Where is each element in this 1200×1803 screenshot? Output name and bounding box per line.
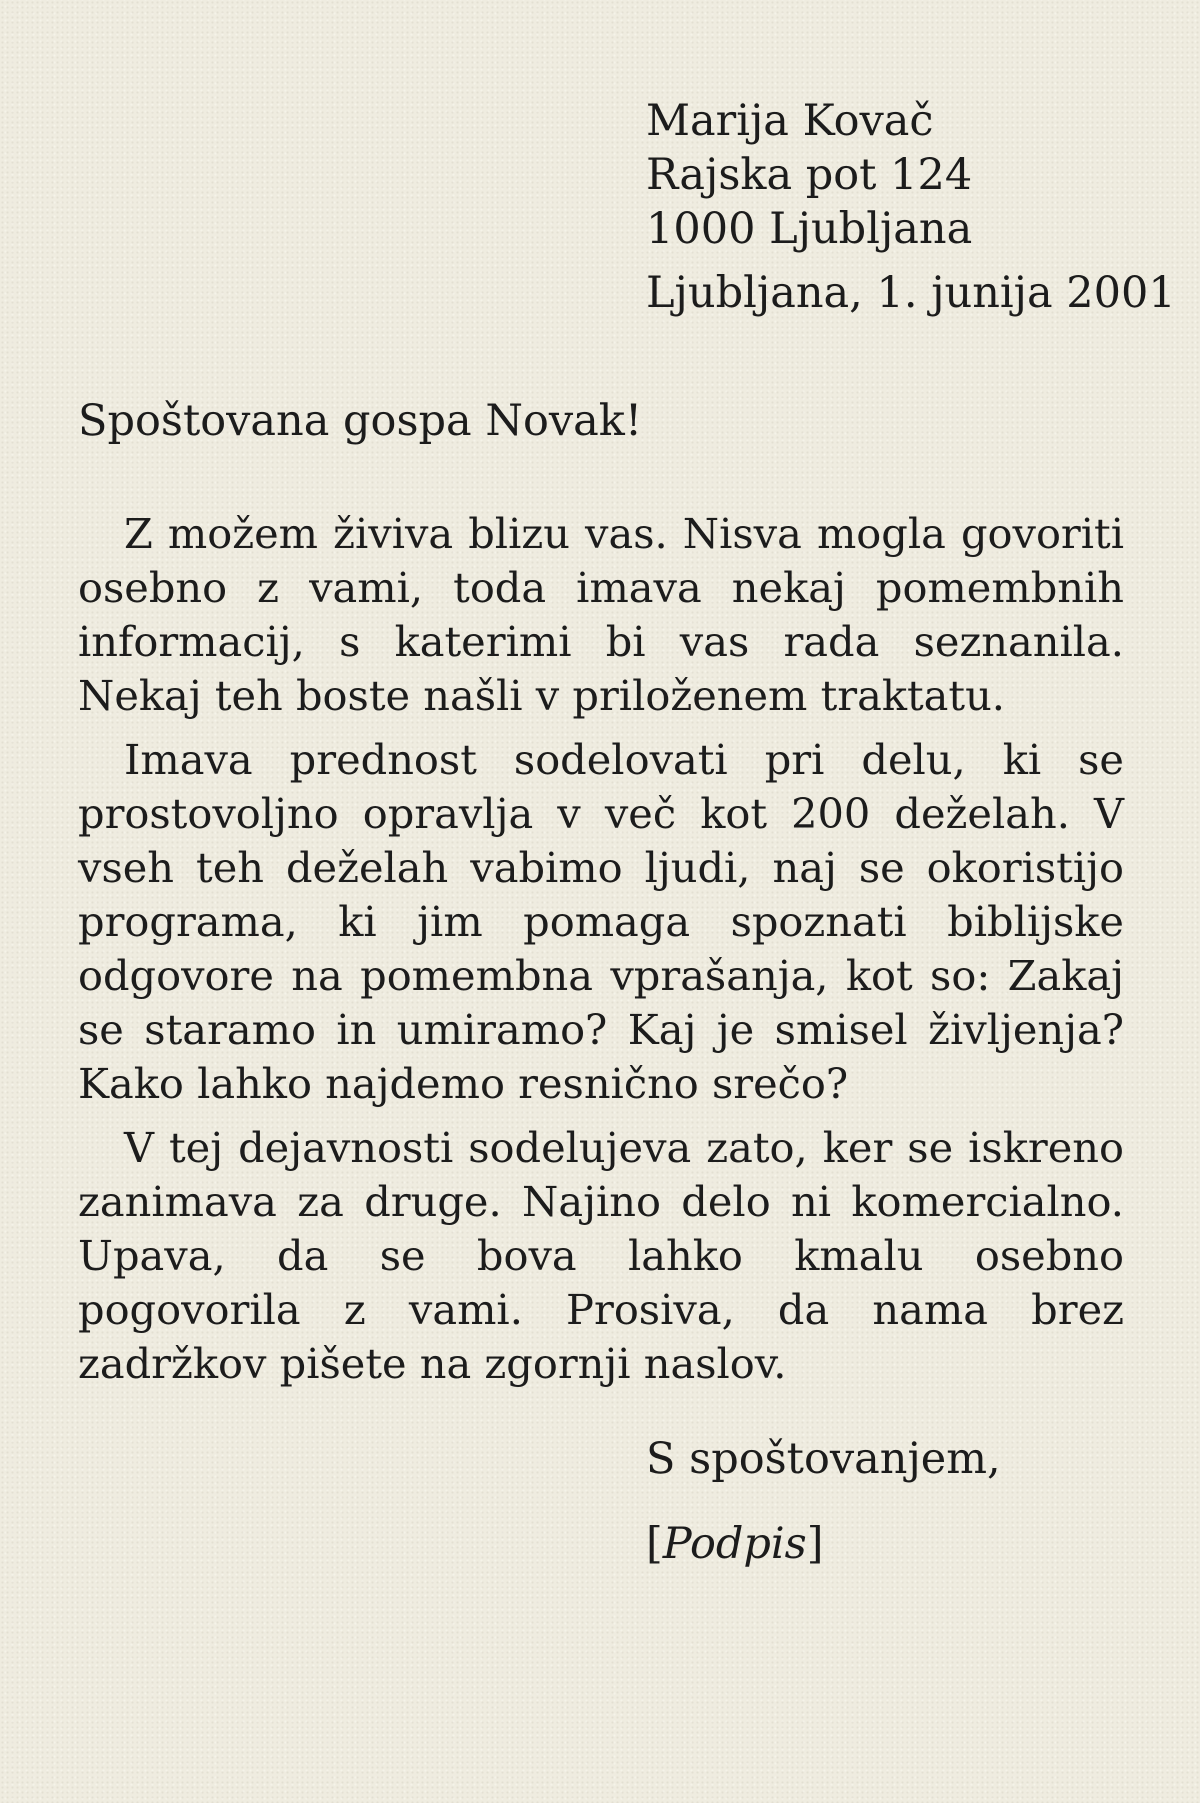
- body-paragraph-3: V tej dejavnosti sodelujeva zato, ker se iskreno zanimava za druge. Najino delo ni komercialno. Upava, da se bova lahko kmalu osebno pogovorila z vami. Prosiva, da nama brez zadržkov pišete na zgornji naslov.: [78, 1123, 1124, 1388]
- body-paragraph-1: Z možem živiva blizu vas. Nisva mogla govoriti osebno z vami, toda imava nekaj pomembnih informacij, s katerimi bi vas rada seznanila. Nekaj teh boste našli v priloženem traktatu.: [78, 509, 1124, 720]
- letter-body: [78, 507, 1124, 1401]
- signature-close-bracket: ]: [806, 1519, 824, 1569]
- letter-date: Ljubljana, 1. junija 2001: [646, 268, 1176, 318]
- signature-label: Podpis: [662, 1519, 807, 1569]
- sender-city: 1000 Ljubljana: [646, 204, 973, 254]
- signature-open-bracket: [: [646, 1519, 663, 1569]
- salutation: Spoštovana gospa Novak!: [78, 396, 643, 446]
- sender-street: Rajska pot 124: [646, 150, 973, 200]
- sender-name: Marija Kovač: [646, 96, 934, 146]
- body-paragraph-2: Imava prednost sodelovati pri delu, ki se prostovoljno opravlja v več kot 200 deželah. V vseh teh deželah vabimo ljudi, naj se okoristijo programa, ki jim pomaga spoznati biblijske odgovore na pomembna vprašanja, kot so: Zakaj se staramo in umiramo? Kaj je smisel življenja? Kako lahko najdemo resnično srečo?: [78, 735, 1124, 1108]
- sender-address: [646, 94, 972, 256]
- signature-placeholder: [646, 1517, 824, 1571]
- closing: S spoštovanjem,: [646, 1434, 1001, 1484]
